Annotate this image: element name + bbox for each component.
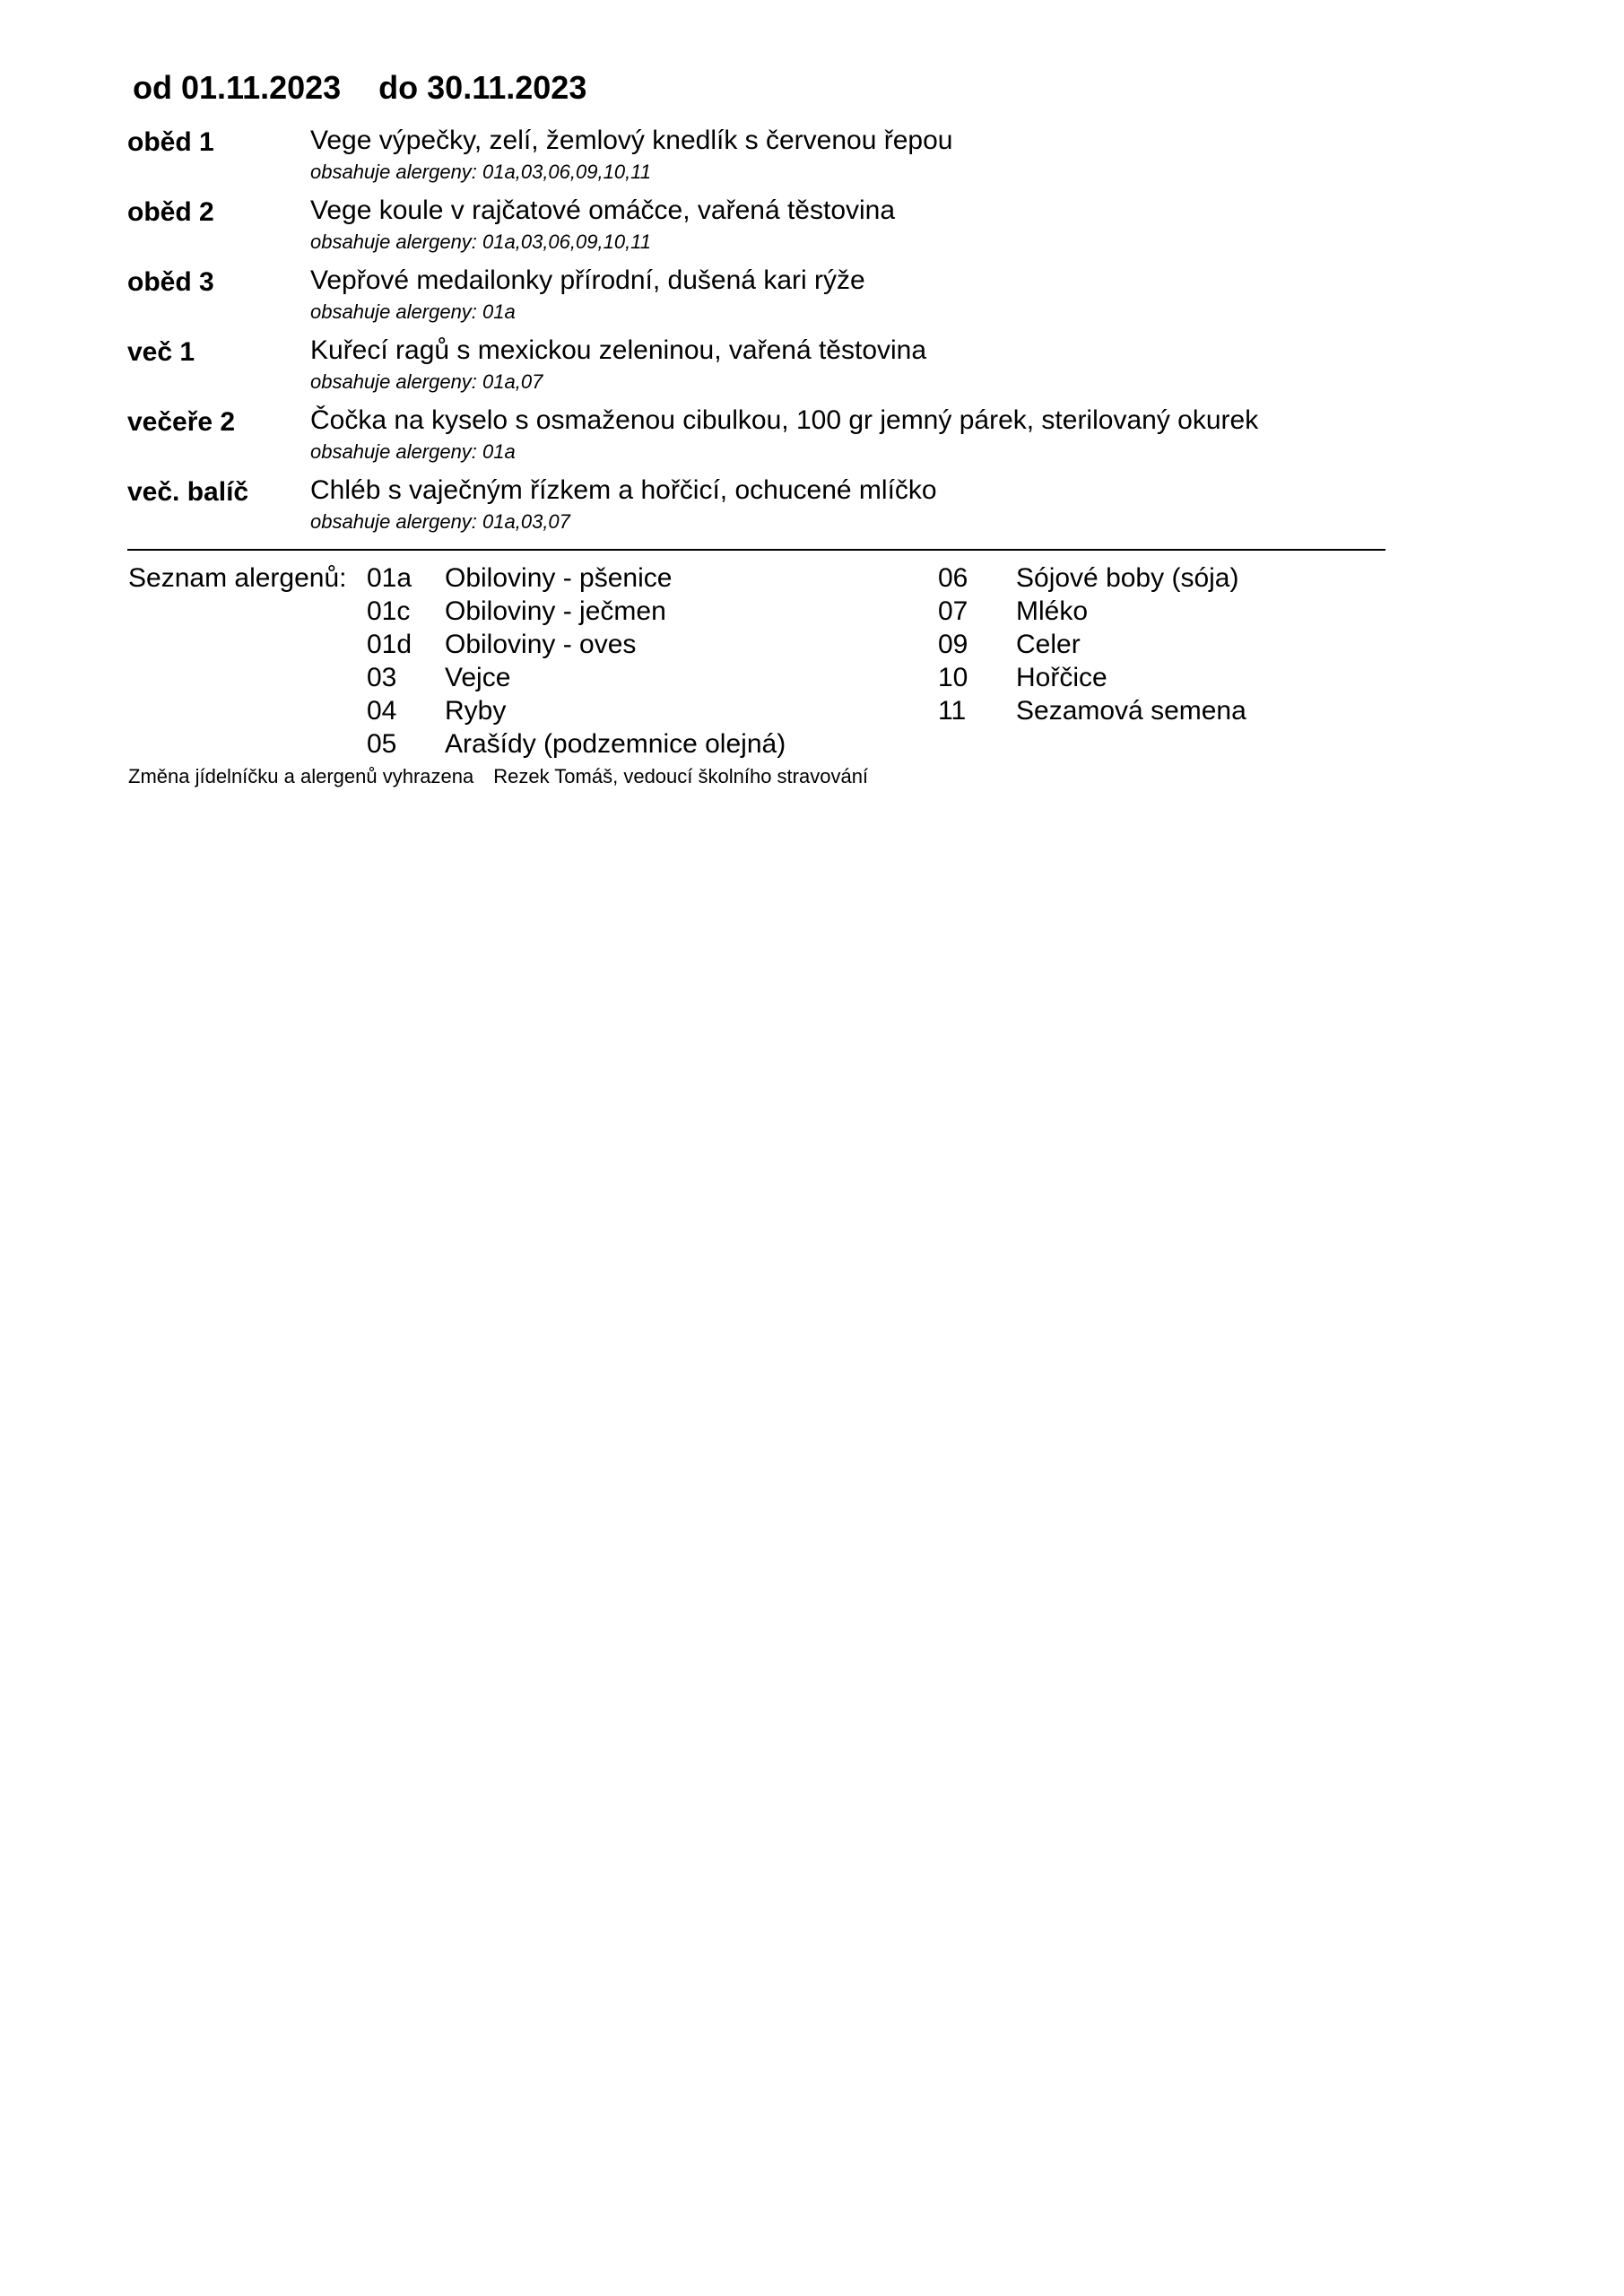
meal-allergens: obsahuje alergeny: 01a,03,06,09,10,11 [310,161,652,183]
footer-note: Změna jídelníčku a alergenů vyhrazena [128,765,474,787]
meal-list [127,124,1383,544]
allergen-code: 05 [367,729,397,759]
meal-dish: Kuřecí ragů s mexickou zeleninou, vařená těstovina [310,335,927,365]
meal-dish: Vepřové medailonky přírodní, dušená kari rýže [310,265,865,295]
meal-row [127,404,1383,474]
allergen-name: Ryby [445,696,507,726]
allergen-name: Obiloviny - pšenice [445,563,673,593]
meal-row [127,124,1383,194]
allergen-name: Sójové boby (sója) [1016,563,1239,593]
meal-allergens: obsahuje alergeny: 01a,03,06,09,10,11 [310,230,652,253]
meal-label: oběd 3 [127,267,214,297]
meal-row [127,264,1383,334]
allergen-name: Obiloviny - ječmen [445,596,666,626]
meal-dish: Chléb s vaječným řízkem a hořčicí, ochucené mlíčko [310,475,937,505]
meal-label: več 1 [127,337,195,367]
allergen-name: Arašídy (podzemnice olejná) [445,729,786,759]
allergen-code: 06 [938,563,968,593]
allergen-name: Hořčice [1016,663,1107,692]
allergen-code: 09 [938,630,968,659]
meal-allergens: obsahuje alergeny: 01a [310,300,516,323]
allergen-name: Obiloviny - oves [445,630,637,659]
meal-allergens: obsahuje alergeny: 01a [310,440,516,463]
meal-row [127,194,1383,264]
meal-label: večeře 2 [127,407,236,437]
date-to: do 30.11.2023 [378,69,587,106]
allergen-code: 01c [367,596,411,626]
allergen-name: Mléko [1016,596,1089,626]
allergen-code: 03 [367,663,397,692]
meal-row [127,474,1383,544]
allergen-code: 10 [938,663,968,692]
meal-dish: Vege koule v rajčatové omáčce, vařená těstovina [310,196,896,225]
allergen-code: 04 [367,696,397,726]
allergen-legend [128,561,1384,777]
meal-label: več. balíč [127,477,249,507]
allergen-name: Celer [1016,630,1081,659]
divider [127,549,1385,551]
meal-row [127,334,1383,404]
allergen-name: Vejce [445,663,511,692]
footer [128,764,868,789]
date-from: od 01.11.2023 [133,69,342,106]
meal-label: oběd 1 [127,127,214,157]
meal-allergens: obsahuje alergeny: 01a,07 [310,370,543,393]
allergen-code: 01a [367,563,413,593]
allergen-name: Sezamová semena [1016,696,1246,726]
meal-label: oběd 2 [127,197,214,227]
meal-dish: Čočka na kyselo s osmaženou cibulkou, 100 gr jemný párek, sterilovaný okurek [310,405,1259,435]
footer-author: Rezek Tomáš, vedoucí školního stravování [493,765,869,787]
meal-dish: Vege výpečky, zelí, žemlový knedlík s červenou řepou [310,126,953,155]
allergen-code: 11 [938,696,967,726]
allergen-legend-title: Seznam alergenů: [128,563,347,593]
allergen-code: 07 [938,596,968,626]
allergen-code: 01d [367,630,413,659]
date-range-header [133,66,586,109]
meal-allergens: obsahuje alergeny: 01a,03,07 [310,510,570,533]
